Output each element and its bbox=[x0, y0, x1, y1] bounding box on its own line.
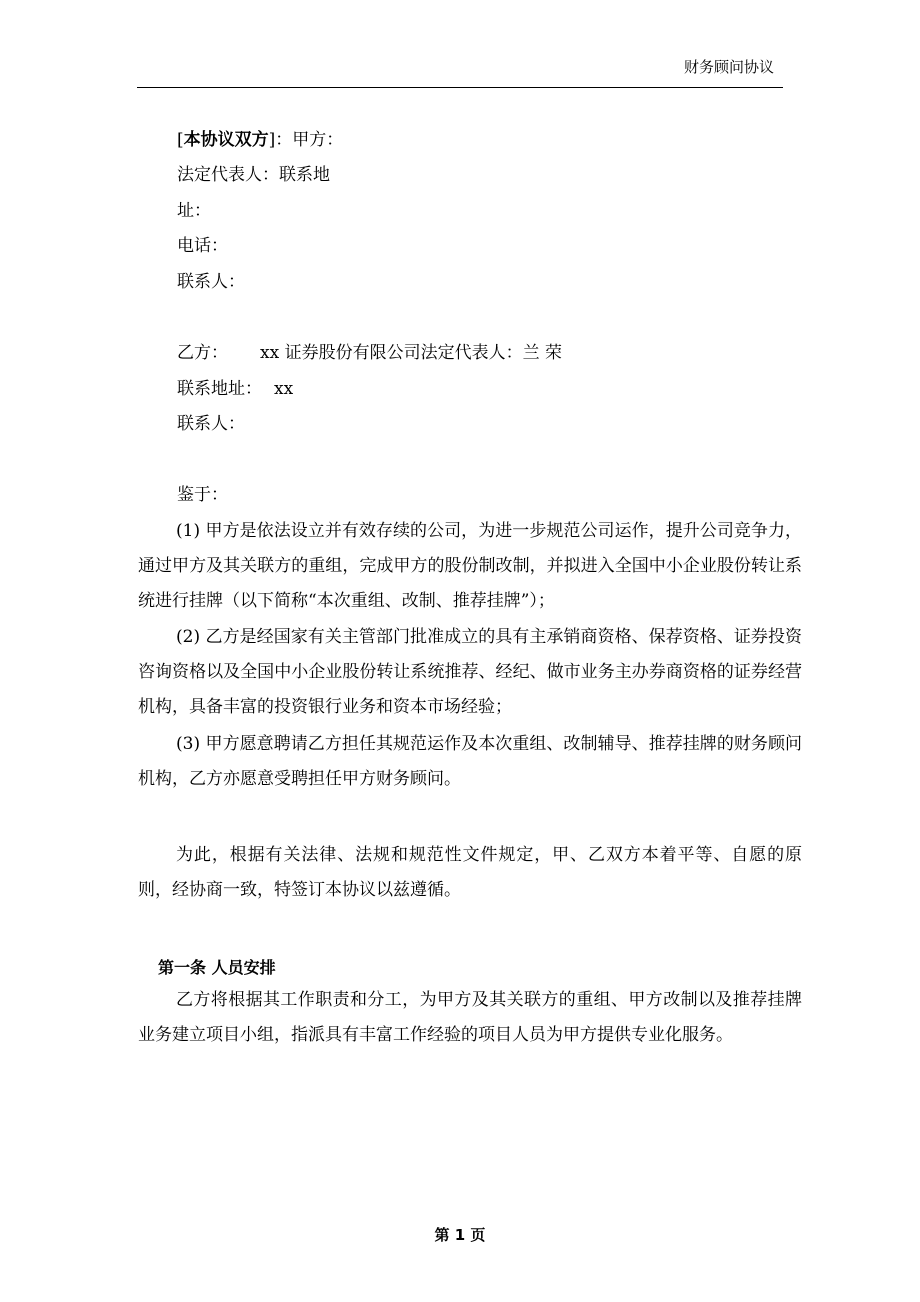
party-b-value: xx 证券股份有限公司法定代表人：兰 荣 bbox=[260, 343, 562, 363]
party-b-address-line bbox=[177, 374, 293, 399]
party-b-contact: 联系人： bbox=[177, 414, 245, 434]
article-1-title: 第一条 人员安排 bbox=[158, 958, 276, 977]
header-title: 财务顾问协议 bbox=[683, 58, 774, 76]
party-a-representative: 法定代表人：联系地 bbox=[177, 165, 330, 185]
parties-heading bbox=[177, 125, 343, 150]
header-divider bbox=[137, 87, 783, 88]
article-1-body: 乙方将根据其工作职责和分工，为甲方及其关联方的重组、甲方改制以及推荐挂牌业务建立项目小组，指派具有丰富工作经验的项目人员为甲方提供专业化服务。 bbox=[138, 990, 802, 1045]
bracket-open: [ bbox=[177, 130, 184, 150]
party-b-address-value: xx bbox=[274, 379, 294, 399]
preamble-paragraph: 为此，根据有关法律、法规和规范性文件规定，甲、乙双方本着平等、自愿的原则，经协商一致，特签订本协议以兹遵循。 bbox=[138, 845, 802, 900]
party-b-label: 乙方： bbox=[177, 343, 228, 363]
recital-item: (2) 乙方是经国家有关主管部门批准成立的具有主承销商资格、保荐资格、证券投资咨询资格以及全国中小企业股份转让系统推荐、经纪、做市业务主办券商资格的证券经营机构，具备丰富的投资银行业务和资本市场经验； bbox=[138, 627, 802, 717]
party-a-phone: 电话： bbox=[177, 236, 228, 256]
recitals-label: 鉴于： bbox=[177, 485, 228, 505]
party-a-contact: 联系人： bbox=[177, 272, 245, 292]
parties-heading-rest: ]：甲方： bbox=[268, 130, 344, 150]
party-a-address: 址： bbox=[177, 201, 211, 221]
recital-item: (3) 甲方愿意聘请乙方担任其规范运作及本次重组、改制辅导、推荐挂牌的财务顾问机构，乙方亦愿意受聘担任甲方财务顾问。 bbox=[138, 734, 802, 789]
party-b-line bbox=[177, 338, 562, 363]
party-b-address-label: 联系地址： bbox=[177, 379, 262, 399]
parties-heading-bold: 本协议双方 bbox=[183, 130, 269, 150]
recital-item: (1) 甲方是依法设立并有效存续的公司，为进一步规范公司运作，提升公司竞争力，通过甲方及其关联方的重组，完成甲方的股份制改制，并拟进入全国中小企业股份转让系统进行挂牌（以下简称“本次重组、改制、推荐挂牌”）； bbox=[138, 521, 802, 611]
page-number: 第 1 页 bbox=[434, 1226, 486, 1244]
